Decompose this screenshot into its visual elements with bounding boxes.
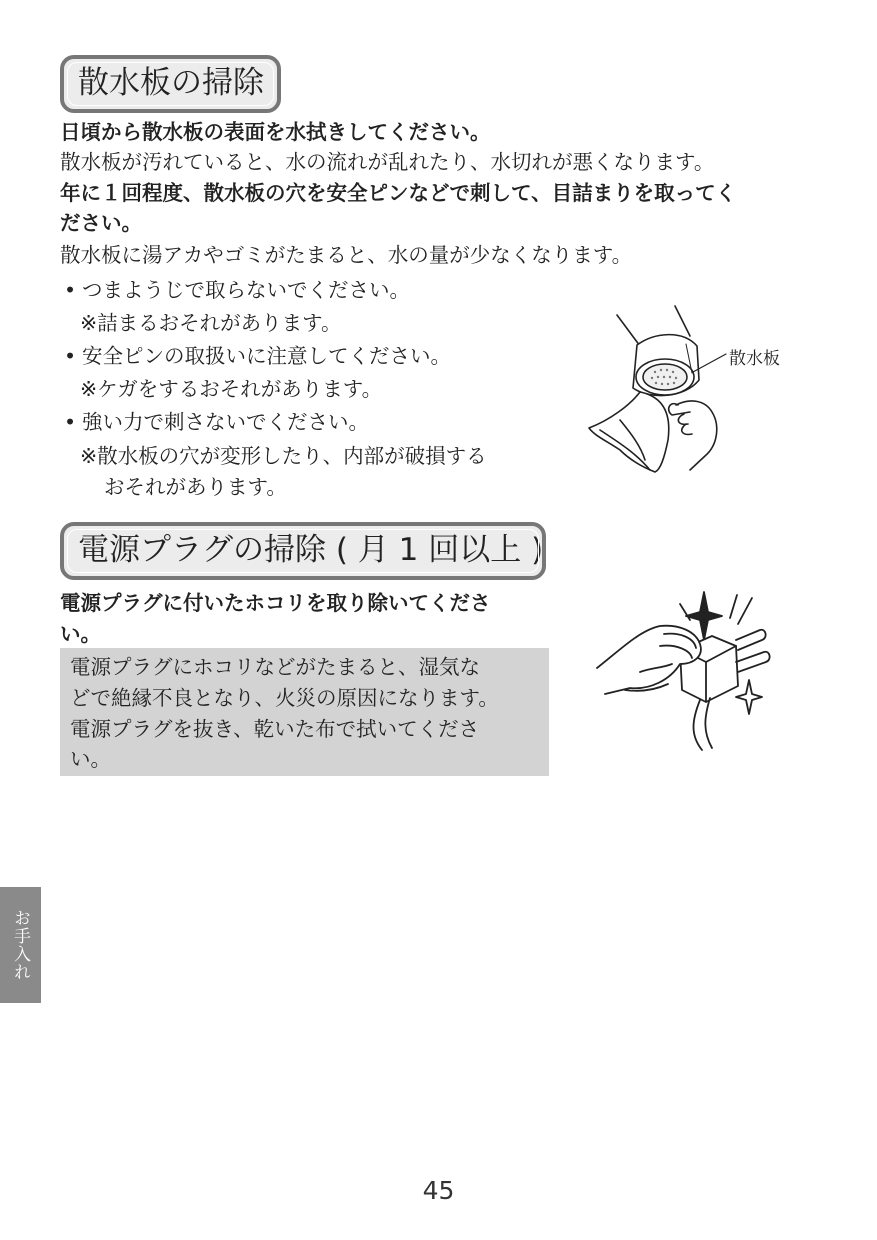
section-title: 散水板の掃除 xyxy=(78,65,264,101)
bullet-note: ※散水板の穴が変形したり、内部が破損する xyxy=(80,444,487,468)
bullet-dot-icon: • xyxy=(64,410,77,434)
bold-instruction-line1: 年に１回程度、散水板の穴を安全ピンなどで刺して、目詰まりを取ってく xyxy=(60,181,737,205)
explanation-text: 散水板に湯アカやゴミがたまると、水の量が少なくなります。 xyxy=(60,243,633,267)
lead-bold-text: 日頃から散水板の表面を水拭きしてください。 xyxy=(60,120,491,144)
warning-line: 電源プラグにホコリなどがたまると、湿気な xyxy=(70,655,480,679)
section-title: 電源プラグの掃除 ( 月 1 回以上 ) xyxy=(78,532,544,568)
page-number: 45 xyxy=(422,1176,455,1205)
side-tab-label: お手入れ xyxy=(10,909,30,981)
warning-line: い。 xyxy=(70,747,111,771)
warning-line: どで絶縁不良となり、火災の原因になります。 xyxy=(70,686,499,710)
plug-lead-line2: い。 xyxy=(60,622,101,646)
warning-line: 電源プラグを抜き、乾いた布で拭いてくださ xyxy=(70,717,480,741)
shower-plate-label: 散水板 xyxy=(729,349,780,369)
side-index-tab[interactable] xyxy=(0,887,41,1003)
bullet-dot-icon: • xyxy=(64,278,77,302)
bullet-text: 強い力で刺さないでください。 xyxy=(82,410,369,434)
lead-text: 散水板が汚れていると、水の流れが乱れたり、水切れが悪くなります。 xyxy=(60,150,715,174)
bullet-note: ※詰まるおそれがあります。 xyxy=(80,311,342,335)
bullet-note: ※ケガをするおそれがあります。 xyxy=(80,377,383,401)
plug-lead-line1: 電源プラグに付いたホコリを取り除いてくださ xyxy=(60,591,491,615)
bold-instruction-line2: ださい。 xyxy=(60,211,142,235)
bullet-note-continued: おそれがあります。 xyxy=(104,475,287,499)
bullet-text: 安全ピンの取扱いに注意してください。 xyxy=(82,344,451,368)
bullet-text: つまようじで取らないでください。 xyxy=(82,278,410,302)
bullet-dot-icon: • xyxy=(64,344,77,368)
